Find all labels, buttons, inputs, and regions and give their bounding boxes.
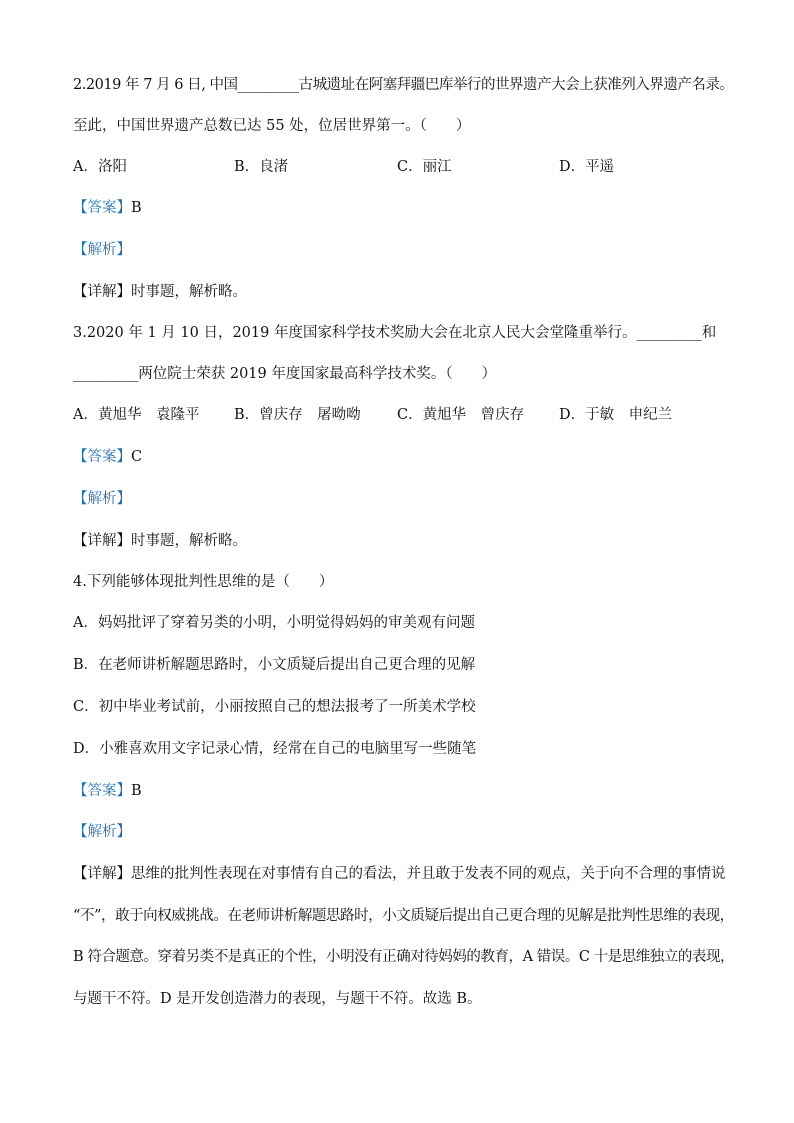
q2-option-a: A．洛阳 [73, 159, 127, 175]
q4-analysis [73, 822, 131, 842]
q2-option-b: B．良渚 [234, 159, 289, 175]
q4-detail-line4: 与题干不符。D 是开发创造潜力的表现，与题干不符。故选 B。 [73, 991, 482, 1007]
q3-stem-line1: 3.2020 年 1 月 10 日，2019 年度国家科学技术奖励大会在北京人民大会堂隆重举行。_________和 [73, 325, 717, 341]
q3-option-d: D．于敏 申纪兰 [559, 407, 673, 423]
q3-analysis [73, 489, 131, 509]
q4-stem: 4.下列能够体现批判性思维的是（ ） [73, 574, 334, 590]
q4-option-a: A．妈妈批评了穿着另类的小明，小明觉得妈妈的审美观有问题 [73, 615, 475, 631]
q4-option-b: B．在老师讲析解题思路时，小文质疑后提出自己更合理的见解 [73, 657, 476, 673]
q4-option-c: C．初中毕业考试前，小丽按照自己的想法报考了一所美术学校 [73, 699, 476, 715]
q4-answer [73, 781, 142, 801]
q2-detail [73, 282, 247, 302]
q4-answer-label: 【答案】 [73, 783, 131, 799]
q3-answer-value: C [131, 449, 143, 465]
q2-stem-line1: 2.2019 年 7 月 6 日, 中国_________古城遗址在阿塞拜疆巴库举行的世界遗产大会上获准列入界遗产名录。 [73, 77, 734, 93]
q3-answer-label: 【答案】 [73, 449, 131, 465]
q3-option-a: A．黄旭华 袁隆平 [73, 407, 200, 423]
q4-detail-text-1: 思维的批判性表现在对事情有自己的看法，并且敢于发表不同的观点，关于向不合理的事情说 [131, 866, 726, 882]
q2-option-d: D．平遥 [559, 159, 615, 175]
q2-answer-label: 【答案】 [73, 200, 131, 216]
q3-option-b: B．曾庆存 屠呦呦 [234, 407, 361, 423]
q3-stem-line2: _________两位院士荣获 2019 年度国家最高科学技术奖。（ ） [73, 366, 497, 382]
q3-option-c: C．黄旭华 曾庆存 [397, 407, 525, 423]
q2-analysis [73, 240, 131, 260]
q4-detail-line1 [73, 864, 726, 884]
q4-detail-line3: B 符合题意。穿着另类不是真正的个性，小明没有正确对待妈妈的教育，A 错误。C 十是思维独立的表现， [73, 949, 735, 965]
q3-answer [73, 447, 142, 467]
q4-option-d: D．小雅喜欢用文字记录心情，经常在自己的电脑里写一些随笔 [73, 741, 477, 757]
q4-analysis-label: 【解析】 [73, 824, 131, 840]
q4-answer-value: B [131, 783, 142, 799]
q3-detail-text: 时事题，解析略。 [131, 533, 247, 549]
q4-detail-line2: “不”，敢于向权威挑战。在老师讲析解题思路时，小文质疑后提出自己更合理的见解是批判性思维的表现， [73, 908, 734, 924]
q3-detail [73, 531, 247, 551]
q4-detail-label: 【详解】 [73, 866, 131, 882]
q2-detail-text: 时事题，解析略。 [131, 284, 247, 300]
q2-answer [73, 198, 142, 218]
q3-detail-label: 【详解】 [73, 533, 131, 549]
q3-analysis-label: 【解析】 [73, 491, 131, 507]
q2-detail-label: 【详解】 [73, 284, 131, 300]
q2-answer-value: B [131, 200, 142, 216]
q2-stem-line2: 至此，中国世界遗产总数已达 55 处，位居世界第一。（ ） [73, 118, 471, 134]
q2-option-c: C．丽江 [397, 159, 452, 175]
q2-analysis-label: 【解析】 [73, 242, 131, 258]
